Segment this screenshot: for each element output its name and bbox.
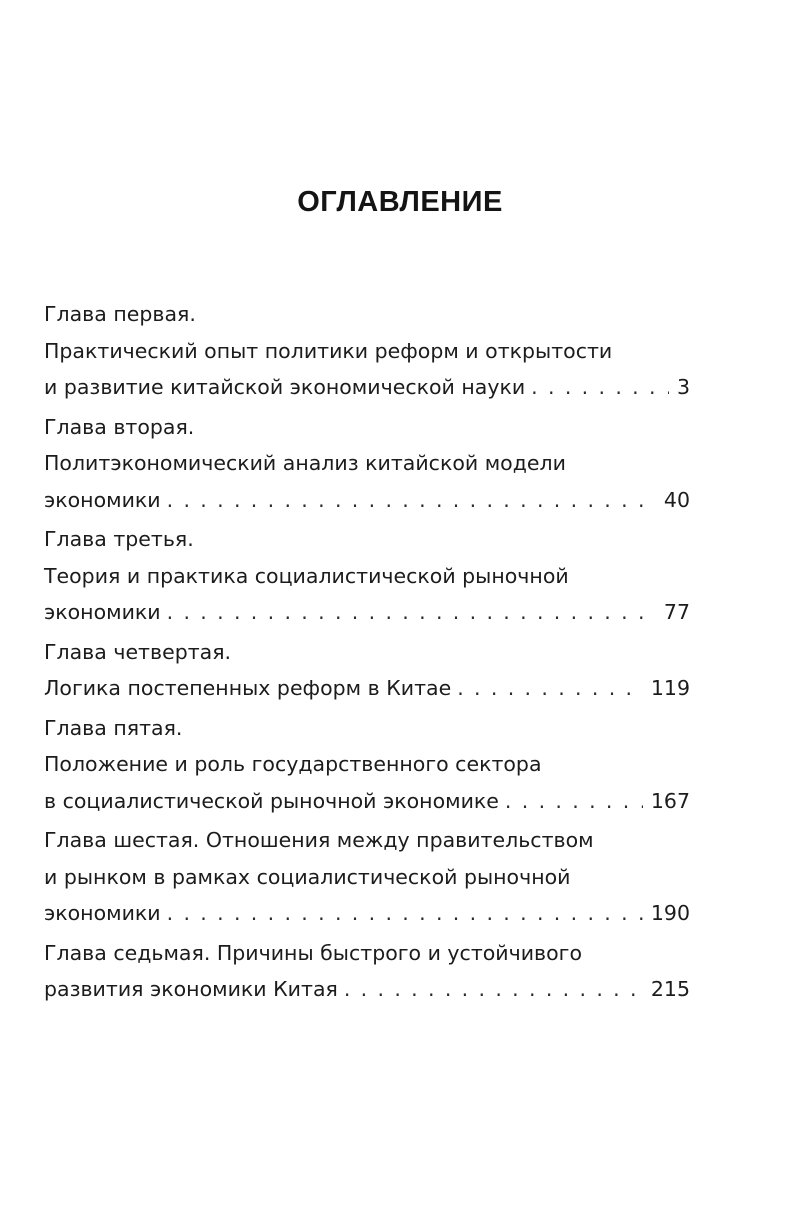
toc-entry-leader-line: [44, 670, 690, 707]
toc-entry-line: Глава третья.: [44, 527, 194, 551]
dot-leader: [167, 594, 656, 631]
toc-entry-line: экономики: [44, 487, 161, 512]
toc-entry-chapter-6[interactable]: [44, 822, 690, 932]
toc-entry-line: Политэкономический анализ китайской модели: [44, 451, 566, 475]
table-of-contents: [44, 296, 690, 1008]
toc-entry-leader-line: [44, 783, 690, 820]
toc-entry-line: экономики: [44, 901, 161, 925]
toc-page-number: 3: [676, 375, 690, 399]
dot-leader: [167, 482, 656, 519]
toc-entry-line: развития экономики Китая: [44, 977, 338, 1001]
dot-leader: [167, 895, 643, 932]
toc-entry-chapter-3[interactable]: [44, 521, 690, 631]
page-title: ОГЛАВЛЕНИЕ: [297, 186, 503, 218]
toc-page-number: 119: [650, 676, 690, 700]
toc-entry-line: и рынком в рамках социалистической рыночной: [44, 864, 571, 889]
toc-entry-line: Глава первая.: [44, 302, 196, 326]
toc-entry-leader-line: [44, 594, 690, 631]
toc-entry-line: в социалистической рыночной экономике: [44, 788, 499, 813]
toc-entry-chapter-2[interactable]: [44, 409, 690, 519]
toc-entry-leader-line: [44, 895, 690, 932]
toc-entry-chapter-5[interactable]: [44, 710, 690, 820]
dot-leader: [531, 369, 669, 406]
dot-leader: [344, 971, 643, 1008]
toc-entry-line: экономики: [44, 600, 161, 624]
toc-entry-leader-line: [44, 369, 690, 406]
toc-entry-chapter-1[interactable]: [44, 296, 690, 406]
toc-entry-line: Глава шестая. Отношения между правительством: [44, 828, 594, 852]
toc-entry-leader-line: [44, 482, 690, 519]
toc-entry-line: Практический опыт политики реформ и открытости: [44, 338, 613, 363]
toc-entry-leader-line: [44, 971, 690, 1008]
toc-entry-line: Глава седьмая. Причины быстрого и устойчивого: [44, 940, 582, 965]
toc-entry-line: Глава четвертая.: [44, 639, 232, 664]
toc-page-number: 77: [663, 600, 690, 624]
toc-entry-line: Глава вторая.: [44, 414, 195, 439]
dot-leader: [505, 783, 643, 820]
toc-entry-line: Глава пятая.: [44, 715, 183, 740]
toc-entry-line: Теория и практика социалистической рыночной: [44, 563, 569, 588]
toc-page-number: 215: [650, 977, 690, 1001]
toc-entry-line: и развитие китайской экономической науки: [44, 375, 526, 399]
toc-entry-chapter-4[interactable]: [44, 634, 690, 707]
toc-entry-line: Логика постепенных реформ в Китае: [44, 676, 452, 700]
toc-entry-line: Положение и роль государственного сектора: [44, 752, 542, 776]
toc-page-number: 190: [650, 901, 690, 925]
toc-page-number: 167: [650, 788, 690, 813]
toc-entry-chapter-7[interactable]: [44, 935, 690, 1008]
dot-leader: [457, 670, 643, 707]
toc-page-number: 40: [663, 487, 690, 512]
